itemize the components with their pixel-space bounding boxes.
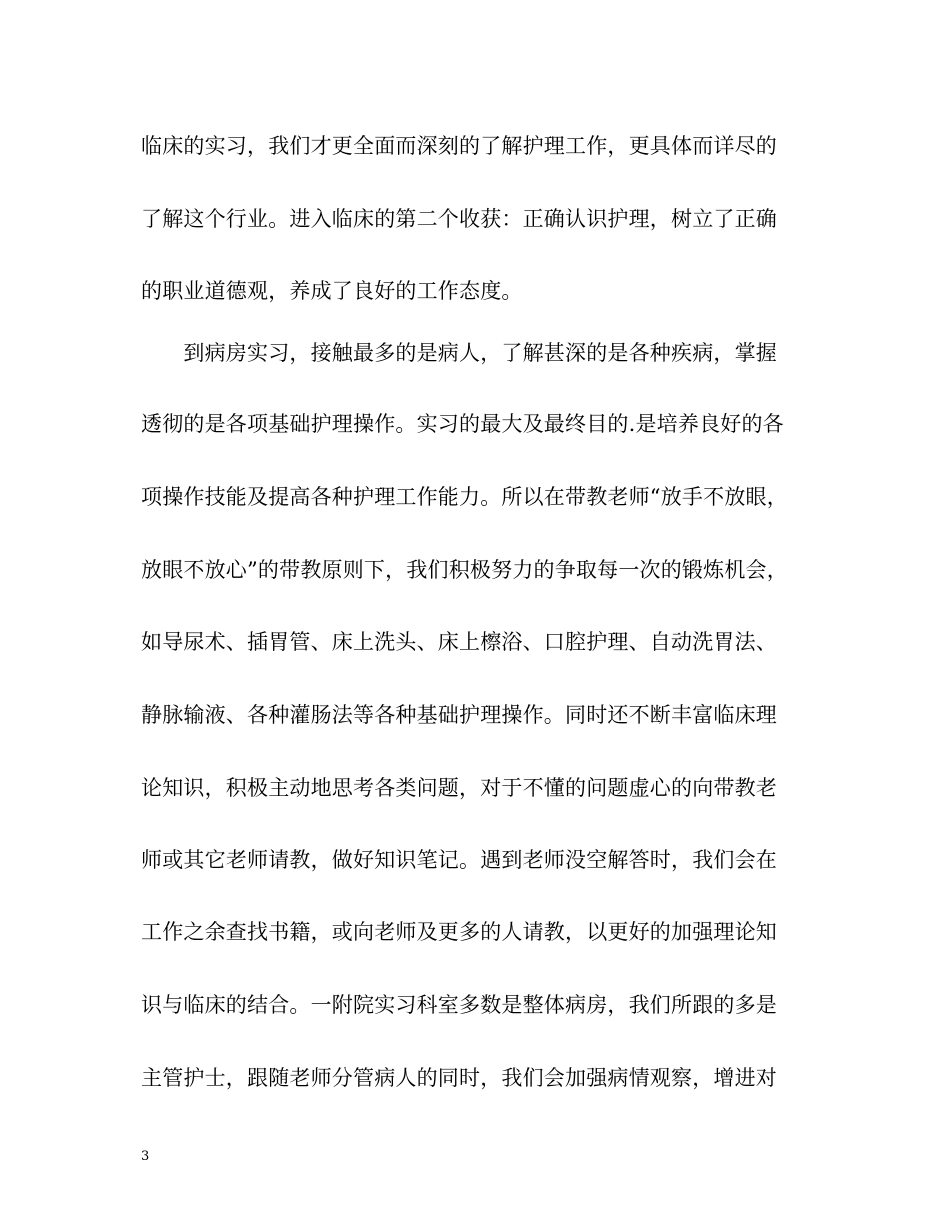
text-line: 识与临床的结合。一附院实习科室多数是整体病房，我们所跟的多是: [141, 993, 777, 1017]
text-line: 主管护士，跟随老师分管病人的同时，我们会加强病情观察，增进对: [141, 1066, 777, 1090]
text-line: 工作之余查找书籍，或向老师及更多的人请教，以更好的加强理论知: [141, 920, 777, 944]
text-line: 论知识，积极主动地思考各类问题，对于不懂的问题虚心的向带教老: [141, 776, 777, 800]
text-line: 到病房实习，接触最多的是病人，了解甚深的是各种疾病，掌握: [141, 341, 777, 365]
text-line: 放眼不放心”的带教原则下，我们积极努力的争取每一次的锻炼机会，: [141, 558, 788, 582]
text-line: 的职业道德观，养成了良好的工作态度。: [141, 279, 523, 303]
text-line: 项操作技能及提高各种护理工作能力。所以在带教老师“放手不放眼，: [141, 485, 788, 509]
page-number: 3: [141, 1149, 150, 1164]
text-line: 如导尿术、插胃管、床上洗头、床上檫浴、口腔护理、自动洗胃法、: [141, 630, 777, 654]
text-line: 了解这个行业。进入临床的第二个收获：正确认识护理，树立了正确: [141, 207, 777, 231]
text-line: 师或其它老师请教，做好知识笔记。遇到老师没空解答时，我们会在: [141, 848, 777, 872]
text-line: 透彻的是各项基础护理操作。实习的最大及最终目的.是培养良好的各: [141, 412, 784, 436]
text-line: 临床的实习，我们才更全面而深刻的了解护理工作，更具体而详尽的: [141, 134, 777, 158]
text-line: 静脉输液、各种灌肠法等各种基础护理操作。同时还不断丰富临床理: [141, 703, 777, 727]
